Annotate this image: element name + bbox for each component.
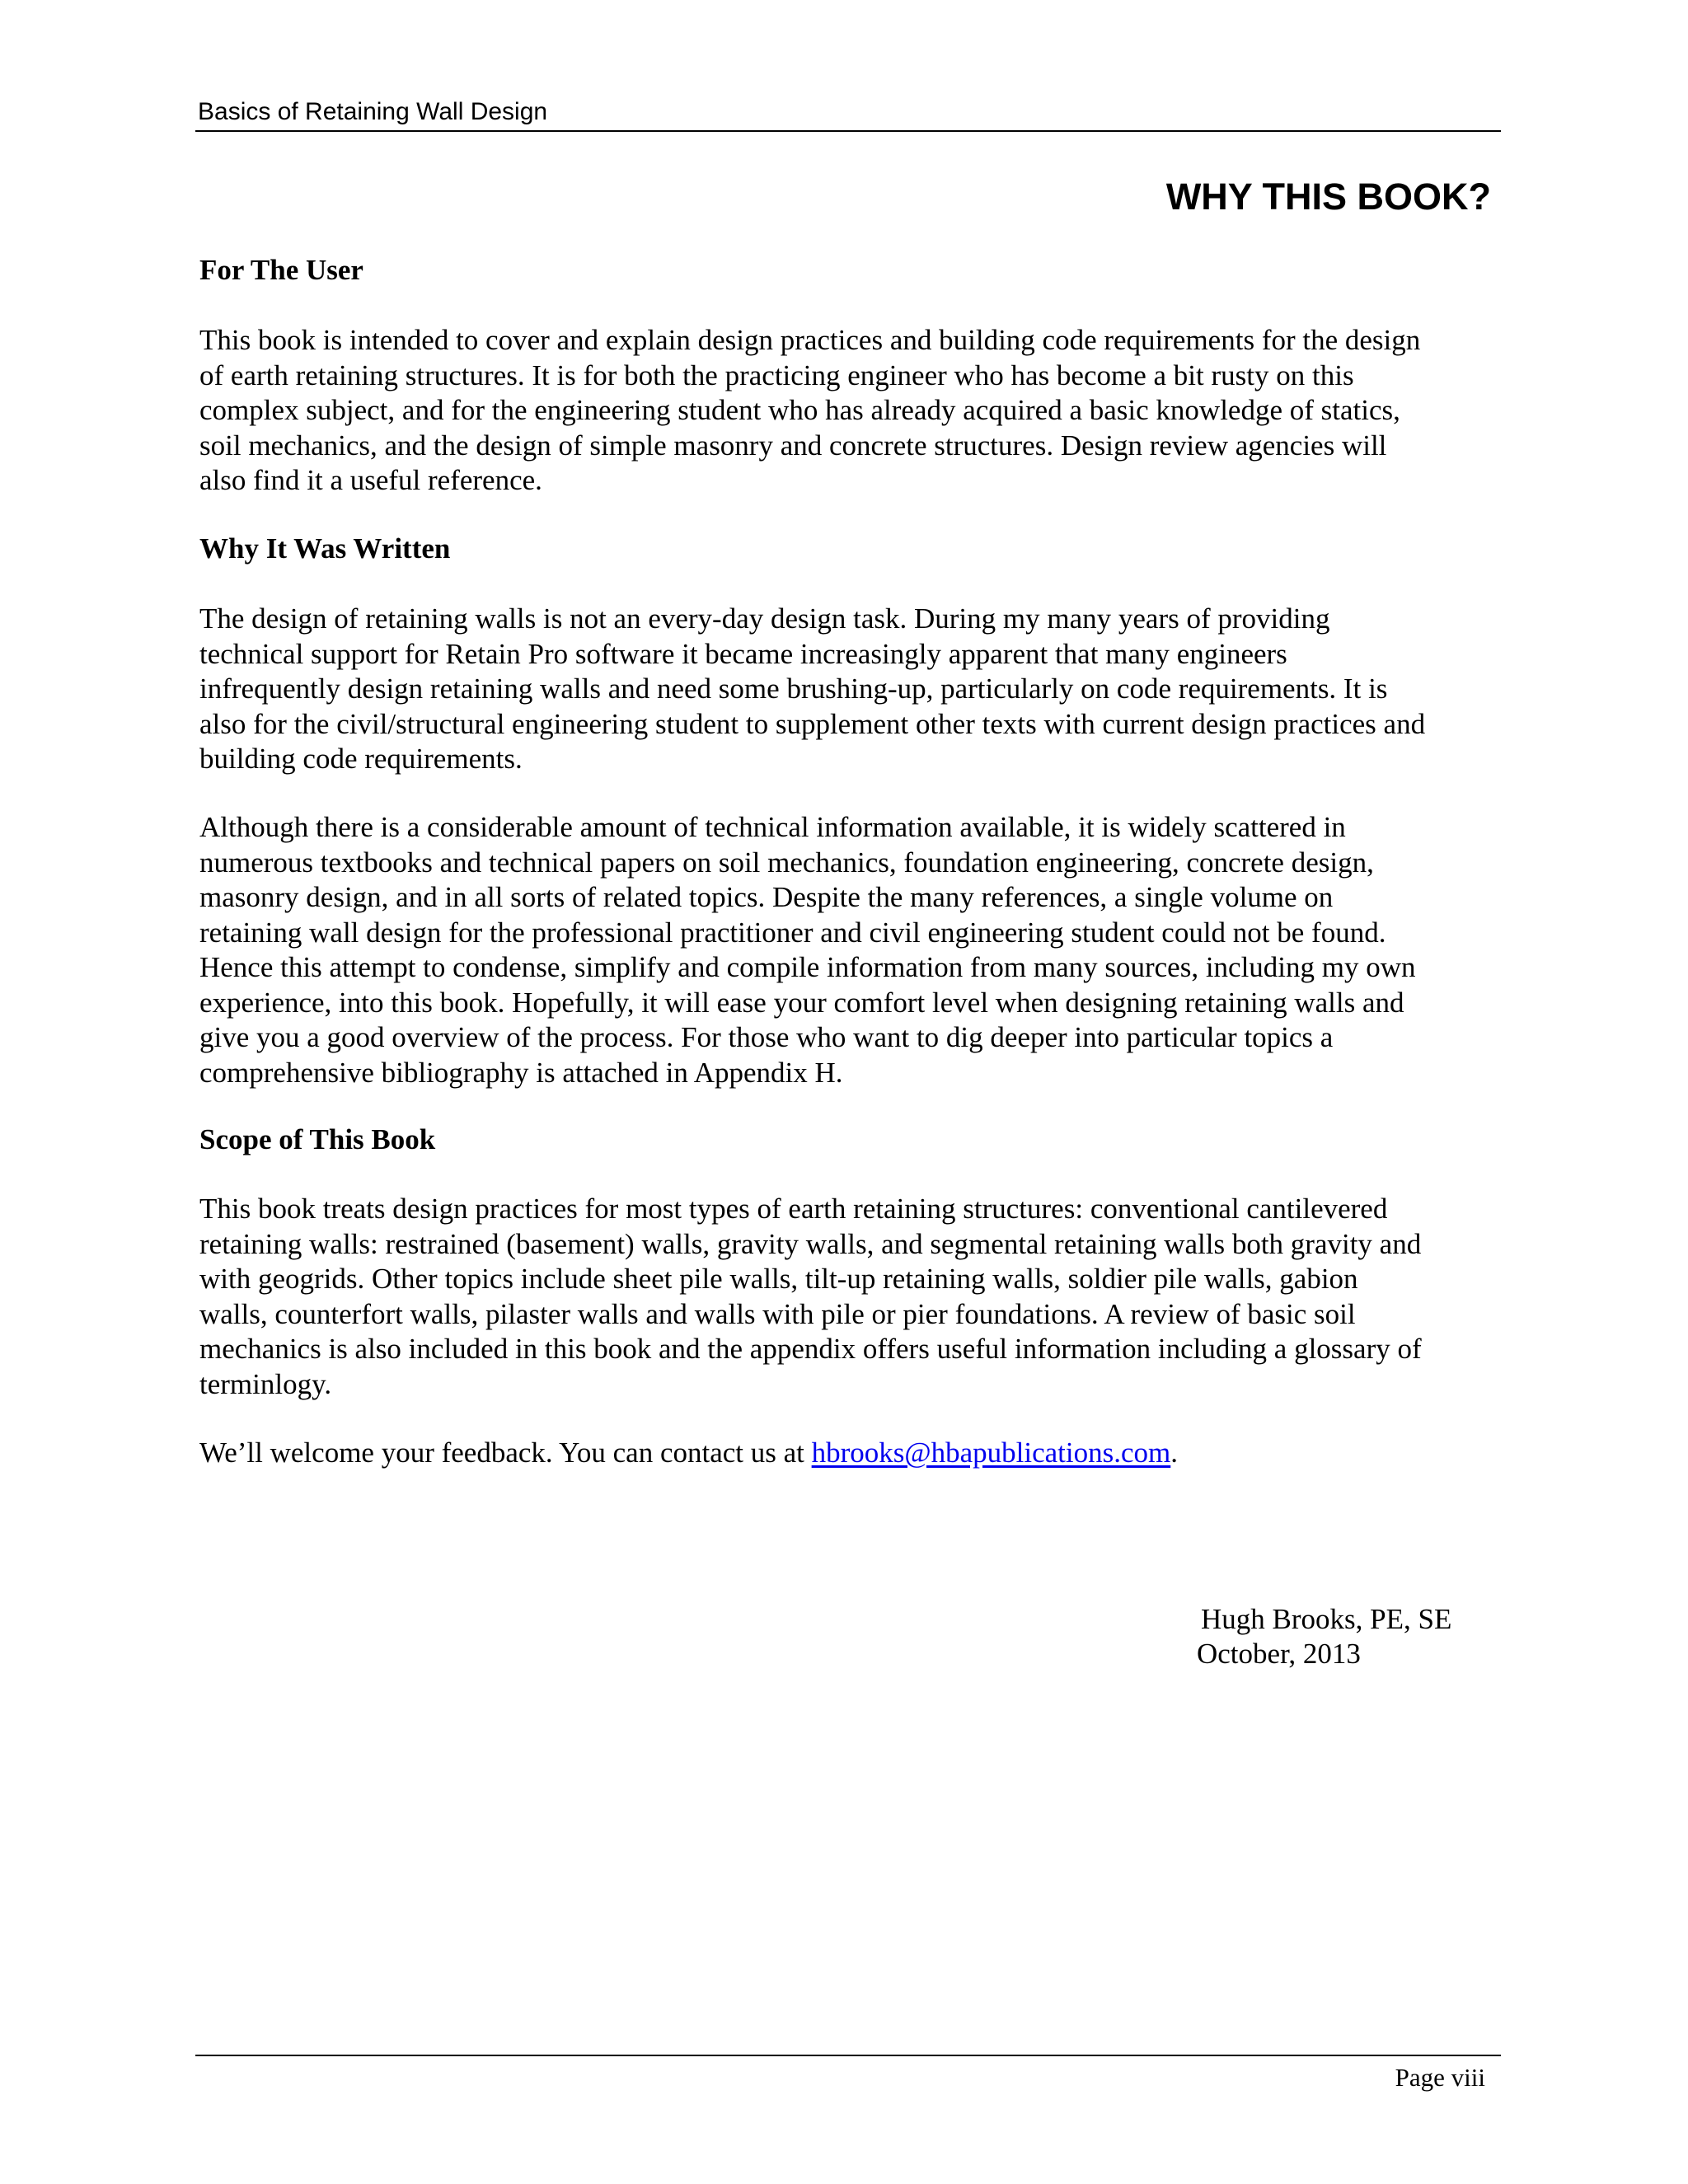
paragraph-scope: This book treats design practices for most types of earth retaining structures: conventional cantilevered retaining walls: restrained (basement) walls, gravity walls, and segmental retaining walls both gravity and with geogrids. Other topics include sheet pile walls, tilt-up retaining walls, soldier pile walls, gabion walls, counterfort walls, pilaster walls and walls with pile or pier foundations. A review of basic soil mechanics is also included in this book and the appendix offers useful information including a glossary of terminlogy.	[199, 1193, 1422, 1400]
header-rule	[195, 130, 1501, 132]
page-number: Page viii	[1395, 2063, 1485, 2092]
section-heading-scope: Scope of This Book	[199, 1123, 436, 1155]
section-heading-for-the-user: For The User	[199, 254, 363, 286]
feedback-period: .	[1170, 1436, 1179, 1469]
paragraph-why-written-2: Although there is a considerable amount of technical information available, it is widely scattered in numerous textbooks and technical papers on soil mechanics, foundation engineering, concrete design, masonry design, and in all sorts of related topics. Despite the many references, a single volume on retaining wall design for the professional practitioner and civil engineering student could not be found. Hence this attempt to condense, simplify and compile information from many sources, including my own experience, into this book. Hopefully, it will ease your comfort level when designing retaining walls and give you a good overview of the process. For those who want to dig deeper into particular topics a comprehensive bibliography is attached in Appendix H.	[199, 811, 1416, 1089]
feedback-text: We’ll welcome your feedback. You can contact us at	[199, 1436, 812, 1469]
signature-date: October, 2013	[1197, 1638, 1361, 1670]
running-header: Basics of Retaining Wall Design	[198, 98, 548, 125]
footer-rule	[195, 2055, 1501, 2056]
chapter-title: WHY THIS BOOK?	[1165, 176, 1491, 218]
feedback-line	[199, 1436, 1518, 1471]
paragraph-why-written-1: The design of retaining walls is not an every-day design task. During my many years of providing technical support for Retain Pro software it became increasingly apparent that many engineers infrequently design retaining walls and need some brushing-up, particularly on code requirements. It is also for the civil/structural engineering student to supplement other texts with current design practices and building code requirements.	[199, 602, 1426, 775]
email-link[interactable]: hbrooks@hbapublications.com	[811, 1436, 1171, 1469]
paragraph-for-the-user: This book is intended to cover and explain design practices and building code requirements for the design of earth retaining structures. It is for both the practicing engineer who has become a bit rusty on this complex subject, and for the engineering student who has already acquired a basic knowledge of statics, soil mechanics, and the design of simple masonry and concrete structures. Design review agencies will also find it a useful reference.	[199, 324, 1421, 496]
signature-name: Hugh Brooks, PE, SE	[1201, 1603, 1452, 1635]
section-heading-why-it-was-written: Why It Was Written	[199, 532, 451, 565]
